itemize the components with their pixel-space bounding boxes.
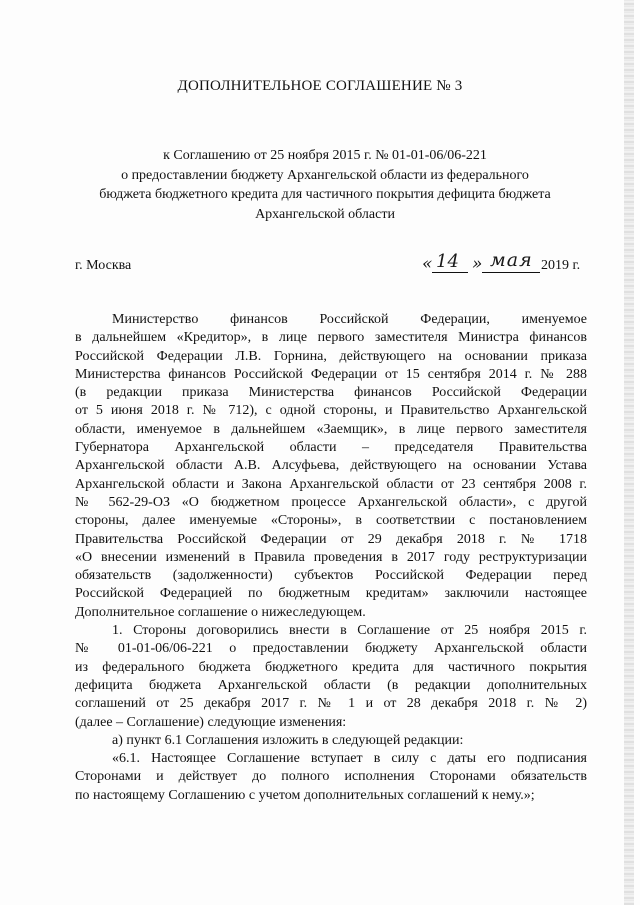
body-line: в дальнейшем «Кредитор», в лице первого заместителя Министра финансов	[75, 330, 587, 346]
body-line: Министерство финансов Российской Федерации, именуемое	[112, 312, 587, 327]
body-line: из федерального бюджета бюджетного кредита для частичного покрытия	[75, 659, 587, 675]
date-day-handwritten: 14	[436, 251, 459, 272]
date-month-underline	[482, 272, 540, 273]
subtitle-line: Архангельской области	[255, 206, 395, 222]
body-line: Российской Федерации Л.В. Горнина, действующего на основании приказа	[75, 348, 587, 364]
body-line: от 5 июня 2018 г. № 712), с одной стороны, и Правительство Архангельской	[75, 403, 587, 419]
body-line: № 01-01-06/06-221 о предоставлении бюджету Архангельской области	[75, 641, 587, 657]
date-open-quote: «	[422, 254, 433, 274]
body-line: Правительства Российской Федерации от 29 декабря 2018 г. № 1718	[75, 531, 587, 547]
body-line: обязательств (задолженности) субъектов Российской Федерации перед	[75, 568, 587, 584]
date-month-handwritten: мая	[490, 249, 533, 271]
signing-date	[420, 249, 585, 276]
body-line: Министерства финансов Российской Федерации от 15 сентября 2014 г. № 288	[75, 366, 587, 382]
body-line: (в редакции приказа Министерства финансов Российской Федерации	[75, 385, 587, 401]
body-line: соглашений от 25 декабря 2017 г. № 1 и от 28 декабря 2018 г. № 2)	[75, 696, 587, 712]
body-line: области, именуемое в дальнейшем «Заемщик», в лице первого заместителя	[75, 421, 587, 437]
document-body	[75, 311, 587, 805]
body-line: Дополнительное соглашение о нижеследующем.	[75, 604, 366, 620]
date-day-underline	[432, 272, 468, 273]
body-line: Российской Федерацией по бюджетным кредитам» заключили настоящее	[75, 586, 587, 602]
body-line: «О внесении изменений в Правила проведения в 2017 году реструктуризации	[75, 549, 587, 565]
date-close-quote: »	[472, 254, 483, 274]
body-line: 1. Стороны договорились внести в Соглашение от 25 ноября 2015 г.	[112, 623, 587, 639]
body-line: № 562-29-ОЗ «О бюджетном процессе Архангельской области», с другой	[75, 494, 587, 510]
body-line: дефицита бюджета Архангельской области (в редакции дополнительных	[75, 677, 587, 693]
subtitle-line: к Соглашению от 25 ноября 2015 г. № 01-01-06/06-221	[163, 148, 487, 163]
document-subtitle	[75, 146, 575, 224]
body-line: по настоящему Соглашению с учетом дополнительных соглашений к нему.»;	[75, 787, 535, 803]
body-line: «6.1. Настоящее Соглашение вступает в силу с даты его подписания	[112, 751, 587, 767]
body-line: Губернатора Архангельской области – председателя Правительства	[75, 440, 587, 456]
body-line: Сторонами и действует до полного исполнения Сторонами обязательств	[75, 769, 587, 785]
body-line: Архангельской области А.В. Алсуфьева, действующего на основании Устава	[75, 458, 587, 474]
body-line: стороны, далее именуемые «Стороны», в соответствии с постановлением	[75, 513, 587, 529]
subtitle-line: о предоставлении бюджету Архангельской области из федерального	[121, 167, 529, 183]
city-label: г. Москва	[75, 258, 132, 273]
body-line: Архангельской области и Закона Архангельской области от 23 сентября 2008 г.	[75, 476, 587, 492]
body-line: а) пункт 6.1 Соглашения изложить в следующей редакции:	[112, 732, 464, 748]
subtitle-line: бюджета бюджетного кредита для частичного покрытия дефицита бюджета	[99, 187, 551, 202]
scan-edge	[624, 0, 634, 905]
date-year: 2019 г.	[541, 258, 581, 273]
document-title: ДОПОЛНИТЕЛЬНОЕ СОГЛАШЕНИЕ № 3	[177, 78, 463, 94]
body-line: (далее – Соглашение) следующие изменения:	[75, 714, 347, 730]
